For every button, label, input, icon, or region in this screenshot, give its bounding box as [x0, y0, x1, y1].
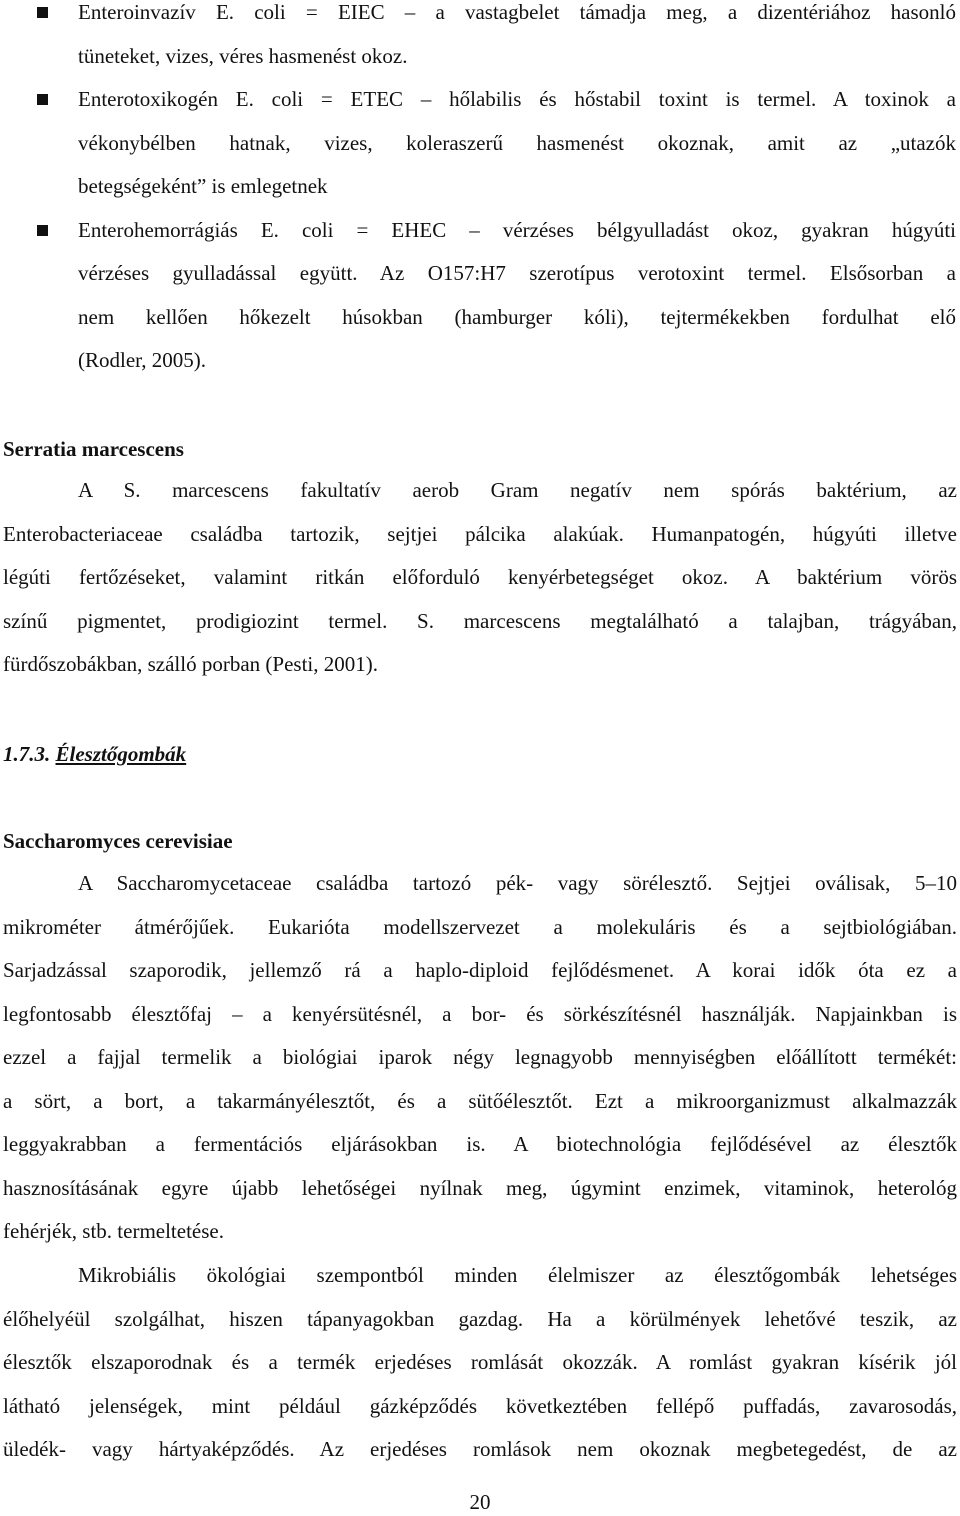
ecoli-bullet-list: [0, 0, 960, 383]
bullet-item-ehec: [0, 209, 960, 383]
saccharomyces-paragraph-1: [3, 862, 957, 1254]
serratia-heading: Serratia marcescens: [3, 437, 184, 461]
paragraph-line: színű pigmentet, prodigiozint termel. S. marcescens megtalálható a talajban, trágyában,: [3, 608, 957, 633]
square-bullet-icon: [37, 7, 48, 18]
paragraph-line: Mikrobiális ökológiai szempontból minden élelmiszer az élesztőgombák lehetséges: [78, 1263, 957, 1287]
paragraph-line: üledék- vagy hártyaképződés. Az erjedéses romlások nem okoznak megbetegedést, de az: [3, 1437, 957, 1461]
paragraph-line: légúti fertőzéseket, valamint ritkán előforduló kenyérbetegséget okoz. A baktérium vörös: [3, 565, 957, 589]
paragraph-line: a sört, a bort, a takarmányélesztőt, és a sütőélesztőt. Ezt a mikroorganizmust alkalmazzák: [3, 1088, 957, 1113]
bullet-line: betegségeként” is emlegetnek: [78, 174, 328, 198]
section-number: 1.7.3.: [3, 742, 51, 766]
bullet-line: tüneteket, vizes, véres hasmenést okoz.: [78, 43, 408, 68]
bullet-line: Enterohemorrágiás E. coli = EHEC – vérzéses bélgyulladást okoz, gyakran húgyúti: [78, 217, 956, 242]
bullet-item-etec: [0, 78, 960, 209]
square-bullet-icon: [37, 225, 48, 236]
bullet-line: (Rodler, 2005).: [78, 348, 207, 372]
paragraph-line: Enterobacteriaceae családba tartozik, sejtjei pálcika alakúak. Humanpatogén, húgyúti illetve: [3, 521, 957, 546]
paragraph-line: A Saccharomycetaceae családba tartozó pék- vagy sörélesztő. Sejtjei oválisak, 5–10: [78, 871, 957, 895]
bullet-line: vérzéses gyulladással együtt. Az O157:H7 szerotípus verotoxint termel. Elsősorban a: [78, 261, 956, 285]
bullet-line: Enterotoxikogén E. coli = ETEC – hőlabilis és hőstabil toxint is termel. A toxinok a: [78, 87, 956, 111]
serratia-paragraph: [3, 469, 957, 687]
bullet-item-eiec: [0, 0, 960, 78]
saccharomyces-heading: Saccharomyces cerevisiae: [3, 829, 233, 853]
paragraph-line: fehérjék, stb. termeltetése.: [3, 1219, 224, 1243]
bullet-line: Enteroinvazív E. coli = EIEC – a vastagbelet támadja meg, a dizentériához hasonló: [78, 0, 956, 24]
paragraph-line: élesztők elszaporodnak és a termék erjedéses romlását okozzák. A romlást gyakran kísérik jól: [3, 1350, 957, 1374]
bullet-line: vékonybélben hatnak, vizes, koleraszerű hasmenést okoznak, amit az „utazók: [78, 130, 956, 155]
paragraph-line: ezzel a fajjal termelik a biológiai iparok négy legnagyobb mennyiségben előállított termékét:: [3, 1045, 957, 1069]
section-heading: [3, 740, 186, 768]
paragraph-line: leggyakrabban a fermentációs eljárásokban is. A biotechnológia fejlődésével az élesztők: [3, 1132, 957, 1156]
paragraph-line: mikrométer átmérőjűek. Eukarióta modellszervezet a molekuláris és a sejtbiológiában.: [3, 914, 957, 939]
section-title: Élesztőgombák: [55, 742, 187, 766]
paragraph-line: élőhelyéül szolgálhat, hiszen tápanyagokban gazdag. Ha a körülmények lehetővé teszik, az: [3, 1306, 957, 1331]
paragraph-line: hasznosításának egyre újabb lehetőségei nyílnak meg, úgymint enzimek, vitaminok, heterológ: [3, 1175, 957, 1200]
saccharomyces-paragraph-2: [3, 1254, 957, 1472]
bullet-line: nem kellően hőkezelt húsokban (hamburger kóli), tejtermékekben fordulhat elő: [78, 304, 956, 329]
paragraph-line: látható jelenségek, mint például gázképződés következtében fellépő puffadás, zavarosodás,: [3, 1393, 957, 1418]
paragraph-line: Sarjadzással szaporodik, jellemző rá a haplo-diploid fejlődésmenet. A korai idők óta ez a: [3, 958, 957, 982]
paragraph-line: legfontosabb élesztőfaj – a kenyérsütésnél, a bor- és sörkészítésnél használják. Napjainkban is: [3, 1001, 957, 1026]
paragraph-line: A S. marcescens fakultatív aerob Gram negatív nem spórás baktérium, az: [78, 478, 957, 502]
paragraph-line: fürdőszobákban, szálló porban (Pesti, 2001).: [3, 652, 378, 676]
page-number: 20: [469, 1490, 491, 1514]
square-bullet-icon: [37, 94, 48, 105]
